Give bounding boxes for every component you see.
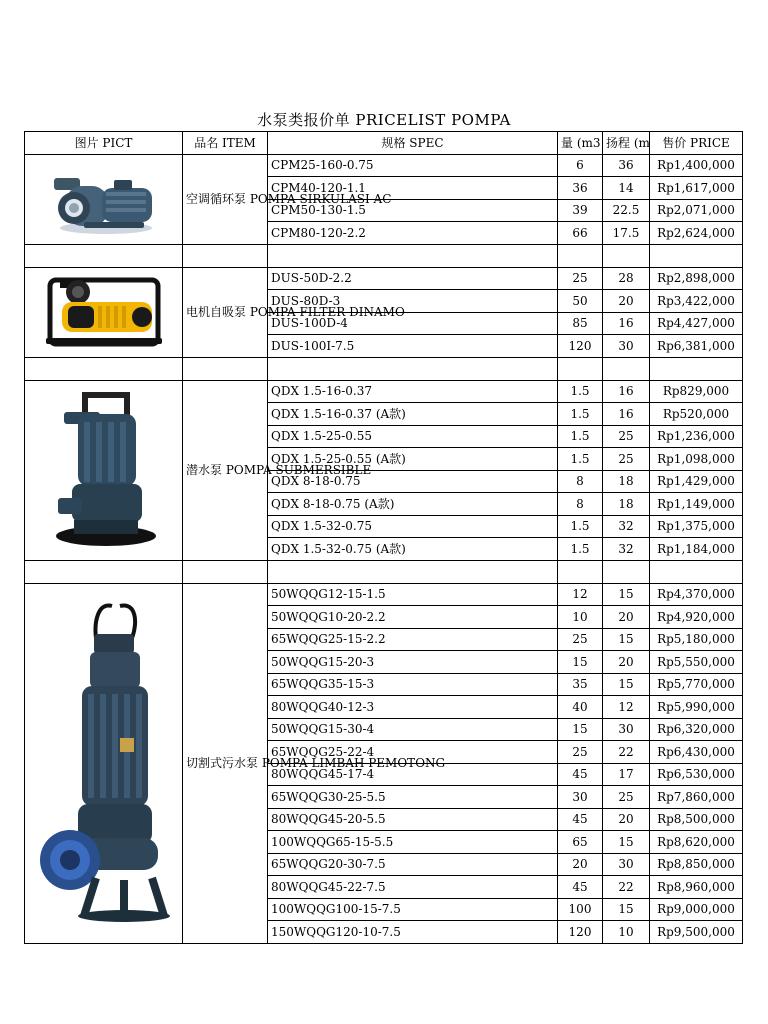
spec-cell: DUS-50D-2.2 bbox=[268, 267, 558, 290]
price-cell: Rp520,000 bbox=[650, 403, 743, 426]
spec-cell: 65WQQG25-15-2.2 bbox=[268, 628, 558, 651]
head-cell: 36 bbox=[603, 154, 650, 177]
spec-cell: DUS-100I-7.5 bbox=[268, 335, 558, 358]
spec-cell: 80WQQG45-17-4 bbox=[268, 763, 558, 786]
head-cell: 14 bbox=[603, 177, 650, 200]
empty-cell bbox=[268, 560, 558, 583]
item-name: 空调循环泵 POMPA SIRKULASI AC bbox=[183, 154, 268, 244]
flow-cell: 6 bbox=[558, 154, 603, 177]
empty-cell bbox=[183, 560, 268, 583]
price-cell: Rp8,500,000 bbox=[650, 808, 743, 831]
table-row bbox=[25, 267, 743, 290]
head-cell: 15 bbox=[603, 673, 650, 696]
spec-cell: 80WQQG45-22-7.5 bbox=[268, 876, 558, 899]
spec-cell: 50WQQG10-20-2.2 bbox=[268, 606, 558, 629]
flow-cell: 20 bbox=[558, 853, 603, 876]
head-cell: 30 bbox=[603, 335, 650, 358]
price-cell: Rp5,550,000 bbox=[650, 651, 743, 674]
spec-cell: CPM40-120-1.1 bbox=[268, 177, 558, 200]
price-cell: Rp9,500,000 bbox=[650, 921, 743, 944]
price-cell: Rp7,860,000 bbox=[650, 786, 743, 809]
head-cell: 15 bbox=[603, 628, 650, 651]
price-cell: Rp1,375,000 bbox=[650, 515, 743, 538]
spec-cell: CPM80-120-2.2 bbox=[268, 222, 558, 245]
empty-cell bbox=[268, 357, 558, 380]
empty-cell bbox=[650, 560, 743, 583]
spec-cell: 100WQQG100-15-7.5 bbox=[268, 898, 558, 921]
empty-cell bbox=[603, 560, 650, 583]
flow-cell: 85 bbox=[558, 312, 603, 335]
head-cell: 22.5 bbox=[603, 199, 650, 222]
spec-cell: 65WQQG20-30-7.5 bbox=[268, 853, 558, 876]
head-cell: 16 bbox=[603, 403, 650, 426]
spec-cell: 50WQQG12-15-1.5 bbox=[268, 583, 558, 606]
price-table bbox=[24, 131, 743, 944]
spec-cell: 65WQQG25-22-4 bbox=[268, 741, 558, 764]
flow-cell: 1.5 bbox=[558, 403, 603, 426]
price-cell: Rp1,617,000 bbox=[650, 177, 743, 200]
empty-cell bbox=[650, 357, 743, 380]
sewage-cutter-pump-icon bbox=[25, 583, 183, 943]
flow-cell: 100 bbox=[558, 898, 603, 921]
price-cell: Rp5,990,000 bbox=[650, 696, 743, 719]
empty-cell bbox=[558, 560, 603, 583]
empty-cell bbox=[268, 244, 558, 267]
spec-cell: QDX 1.5-32-0.75 (A款) bbox=[268, 538, 558, 561]
spec-cell: QDX 1.5-16-0.37 bbox=[268, 380, 558, 403]
spacer-row bbox=[25, 357, 743, 380]
table-row bbox=[25, 380, 743, 403]
price-cell: Rp1,149,000 bbox=[650, 493, 743, 516]
flow-cell: 1.5 bbox=[558, 380, 603, 403]
head-cell: 16 bbox=[603, 380, 650, 403]
item-name: 电机自吸泵 POMPA FILTER DINAMO bbox=[183, 267, 268, 357]
flow-cell: 35 bbox=[558, 673, 603, 696]
head-cell: 22 bbox=[603, 741, 650, 764]
item-name: 切割式污水泵 POMPA LIMBAH PEMOTONG bbox=[183, 583, 268, 943]
table-row bbox=[25, 583, 743, 606]
head-cell: 15 bbox=[603, 831, 650, 854]
spec-cell: 65WQQG35-15-3 bbox=[268, 673, 558, 696]
price-cell: Rp5,770,000 bbox=[650, 673, 743, 696]
head-cell: 18 bbox=[603, 470, 650, 493]
head-cell: 25 bbox=[603, 448, 650, 471]
flow-cell: 45 bbox=[558, 808, 603, 831]
price-cell: Rp1,098,000 bbox=[650, 448, 743, 471]
flow-cell: 120 bbox=[558, 921, 603, 944]
head-cell: 10 bbox=[603, 921, 650, 944]
empty-cell bbox=[25, 357, 183, 380]
flow-cell: 65 bbox=[558, 831, 603, 854]
head-cell: 18 bbox=[603, 493, 650, 516]
price-cell: Rp829,000 bbox=[650, 380, 743, 403]
price-cell: Rp1,184,000 bbox=[650, 538, 743, 561]
spec-cell: QDX 1.5-16-0.37 (A款) bbox=[268, 403, 558, 426]
header-row bbox=[25, 132, 743, 155]
empty-cell bbox=[558, 244, 603, 267]
spec-cell: 50WQQG15-20-3 bbox=[268, 651, 558, 674]
spec-cell: QDX 1.5-25-0.55 (A款) bbox=[268, 448, 558, 471]
flow-cell: 39 bbox=[558, 199, 603, 222]
empty-cell bbox=[650, 244, 743, 267]
head-cell: 28 bbox=[603, 267, 650, 290]
empty-cell bbox=[603, 244, 650, 267]
empty-cell bbox=[558, 357, 603, 380]
price-cell: Rp6,530,000 bbox=[650, 763, 743, 786]
price-cell: Rp2,624,000 bbox=[650, 222, 743, 245]
flow-cell: 12 bbox=[558, 583, 603, 606]
head-cell: 12 bbox=[603, 696, 650, 719]
price-cell: Rp4,370,000 bbox=[650, 583, 743, 606]
spec-cell: DUS-100D-4 bbox=[268, 312, 558, 335]
spec-cell: 80WQQG40-12-3 bbox=[268, 696, 558, 719]
flow-cell: 8 bbox=[558, 493, 603, 516]
head-cell: 20 bbox=[603, 606, 650, 629]
price-cell: Rp1,429,000 bbox=[650, 470, 743, 493]
header-item: 品名 ITEM bbox=[183, 132, 268, 155]
head-cell: 15 bbox=[603, 583, 650, 606]
price-cell: Rp6,430,000 bbox=[650, 741, 743, 764]
flow-cell: 25 bbox=[558, 267, 603, 290]
page-title: 水泵类报价单 PRICELIST POMPA bbox=[257, 111, 511, 129]
head-cell: 20 bbox=[603, 808, 650, 831]
table-row bbox=[25, 154, 743, 177]
spec-cell: QDX 1.5-25-0.55 bbox=[268, 425, 558, 448]
price-cell: Rp8,850,000 bbox=[650, 853, 743, 876]
spec-cell: 50WQQG15-30-4 bbox=[268, 718, 558, 741]
flow-cell: 30 bbox=[558, 786, 603, 809]
head-cell: 30 bbox=[603, 718, 650, 741]
head-cell: 32 bbox=[603, 538, 650, 561]
spec-cell: CPM50-130-1.5 bbox=[268, 199, 558, 222]
flow-cell: 50 bbox=[558, 290, 603, 313]
empty-cell bbox=[25, 244, 183, 267]
flow-cell: 25 bbox=[558, 741, 603, 764]
flow-cell: 36 bbox=[558, 177, 603, 200]
empty-cell bbox=[25, 560, 183, 583]
head-cell: 17.5 bbox=[603, 222, 650, 245]
flow-cell: 1.5 bbox=[558, 538, 603, 561]
flow-cell: 40 bbox=[558, 696, 603, 719]
flow-cell: 45 bbox=[558, 876, 603, 899]
head-cell: 17 bbox=[603, 763, 650, 786]
price-cell: Rp4,920,000 bbox=[650, 606, 743, 629]
price-cell: Rp3,422,000 bbox=[650, 290, 743, 313]
head-cell: 20 bbox=[603, 290, 650, 313]
head-cell: 30 bbox=[603, 853, 650, 876]
empty-cell bbox=[183, 357, 268, 380]
flow-cell: 25 bbox=[558, 628, 603, 651]
price-cell: Rp4,427,000 bbox=[650, 312, 743, 335]
spec-cell: 65WQQG30-25-5.5 bbox=[268, 786, 558, 809]
flow-cell: 15 bbox=[558, 651, 603, 674]
spec-cell: QDX 8-18-0.75 bbox=[268, 470, 558, 493]
head-cell: 15 bbox=[603, 898, 650, 921]
spec-cell: 100WQQG65-15-5.5 bbox=[268, 831, 558, 854]
head-cell: 16 bbox=[603, 312, 650, 335]
price-cell: Rp6,320,000 bbox=[650, 718, 743, 741]
header-price: 售价 PRICE bbox=[650, 132, 743, 155]
flow-cell: 66 bbox=[558, 222, 603, 245]
head-cell: 25 bbox=[603, 425, 650, 448]
spec-cell: 80WQQG45-20-5.5 bbox=[268, 808, 558, 831]
head-cell: 32 bbox=[603, 515, 650, 538]
price-cell: Rp2,071,000 bbox=[650, 199, 743, 222]
submersible-pump-icon bbox=[25, 380, 183, 560]
head-cell: 25 bbox=[603, 786, 650, 809]
flow-cell: 1.5 bbox=[558, 515, 603, 538]
price-cell: Rp5,180,000 bbox=[650, 628, 743, 651]
spacer-row bbox=[25, 560, 743, 583]
header-pict: 图片 PICT bbox=[25, 132, 183, 155]
flow-cell: 8 bbox=[558, 470, 603, 493]
head-cell: 22 bbox=[603, 876, 650, 899]
head-cell: 20 bbox=[603, 651, 650, 674]
spec-cell: QDX 1.5-32-0.75 bbox=[268, 515, 558, 538]
price-cell: Rp9,000,000 bbox=[650, 898, 743, 921]
header-head: 扬程 (m bbox=[603, 132, 650, 155]
price-cell: Rp1,400,000 bbox=[650, 154, 743, 177]
header-spec: 规格 SPEC bbox=[268, 132, 558, 155]
flow-cell: 1.5 bbox=[558, 425, 603, 448]
price-cell: Rp1,236,000 bbox=[650, 425, 743, 448]
self-priming-pump-icon bbox=[25, 267, 183, 357]
flow-cell: 120 bbox=[558, 335, 603, 358]
flow-cell: 45 bbox=[558, 763, 603, 786]
flow-cell: 1.5 bbox=[558, 448, 603, 471]
price-cell: Rp2,898,000 bbox=[650, 267, 743, 290]
spec-cell: CPM25-160-0.75 bbox=[268, 154, 558, 177]
price-cell: Rp8,620,000 bbox=[650, 831, 743, 854]
spec-cell: QDX 8-18-0.75 (A款) bbox=[268, 493, 558, 516]
spec-cell: 150WQQG120-10-7.5 bbox=[268, 921, 558, 944]
empty-cell bbox=[183, 244, 268, 267]
price-cell: Rp8,960,000 bbox=[650, 876, 743, 899]
flow-cell: 10 bbox=[558, 606, 603, 629]
spec-cell: DUS-80D-3 bbox=[268, 290, 558, 313]
empty-cell bbox=[603, 357, 650, 380]
item-name: 潜水泵 POMPA SUBMERSIBLE bbox=[183, 380, 268, 560]
circulation-pump-icon bbox=[25, 154, 183, 244]
flow-cell: 15 bbox=[558, 718, 603, 741]
header-flow: 量 (m3 bbox=[558, 132, 603, 155]
spacer-row bbox=[25, 244, 743, 267]
price-cell: Rp6,381,000 bbox=[650, 335, 743, 358]
